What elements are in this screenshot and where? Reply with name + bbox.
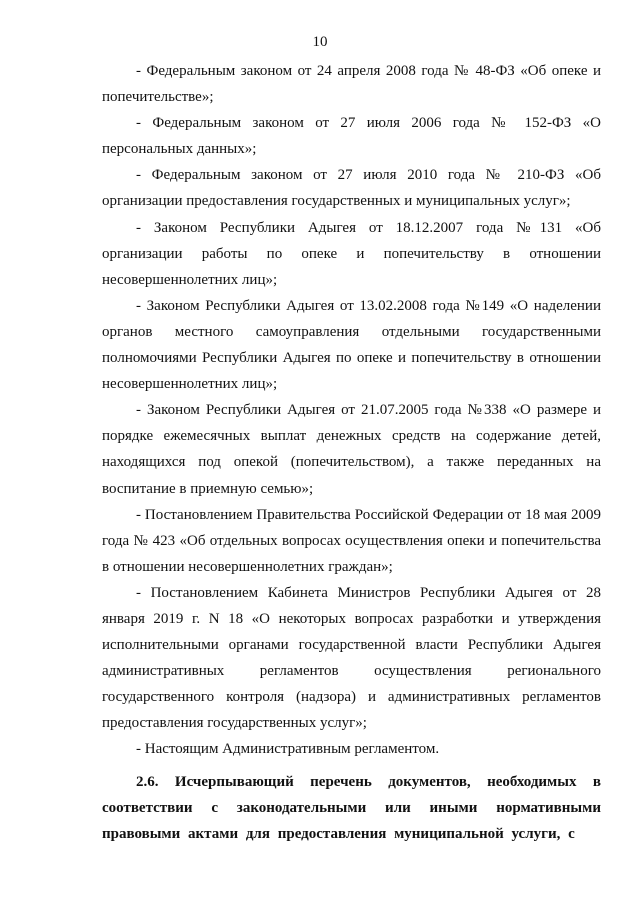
legal-basis-item: - Постановлением Кабинета Министров Республики Адыгея от 28 января 2019 г. N 18 «О некоторых вопросах разработки и утверждения исполнительными органами государственной власти Республики Адыгея административных регламентов осуществления регионального государственного контроля (надзора) и административных регламентов предоставления государственных услуг»; (102, 584, 601, 732)
document-body (102, 58, 601, 847)
legal-basis-item: - Постановлением Правительства Российской Федерации от 18 мая 2009 года № 423 «Об отдельных вопросах осуществления опеки и попечительства в отношении несовершеннолетних граждан»; (102, 506, 601, 575)
legal-basis-item: - Федеральным законом от 24 апреля 2008 года № 48-ФЗ «Об опеке и попечительстве»; (102, 63, 601, 106)
legal-basis-item: - Законом Республики Адыгея от 13.02.2008 года №149 «О наделении органов местного самоуправления отдельными государственными полномочиями Республики Адыгея по опеке и попечительству в отношении несовершеннолетних лиц»; (102, 297, 601, 393)
legal-basis-item: - Законом Республики Адыгея от 21.07.2005 года №338 «О размере и порядке ежемесячных выплат денежных средств на содержание детей, находящихся под опекой (попечительством), а также переданных на воспитание в приемную семью»; (102, 402, 601, 497)
legal-basis-item: - Федеральным законом от 27 июля 2006 года № 152-ФЗ «О персональных данных»; (102, 115, 601, 158)
section-heading: 2.6. Исчерпывающий перечень документов, необходимых в соответствии с законодательными или иными нормативными правовыми актами для предоставления муниципальной услуги, с (102, 773, 601, 842)
legal-basis-item: - Настоящим Административным регламентом. (136, 741, 440, 758)
page-number: 10 (312, 34, 328, 50)
legal-basis-item: - Законом Республики Адыгея от 18.12.2007 года №131 «Об организации работы по опеке и попечительству в отношении несовершеннолетних лиц»; (102, 219, 601, 288)
legal-basis-item: - Федеральным законом от 27 июля 2010 года № 210-ФЗ «Об организации предоставления государственных и муниципальных услуг»; (102, 167, 601, 210)
